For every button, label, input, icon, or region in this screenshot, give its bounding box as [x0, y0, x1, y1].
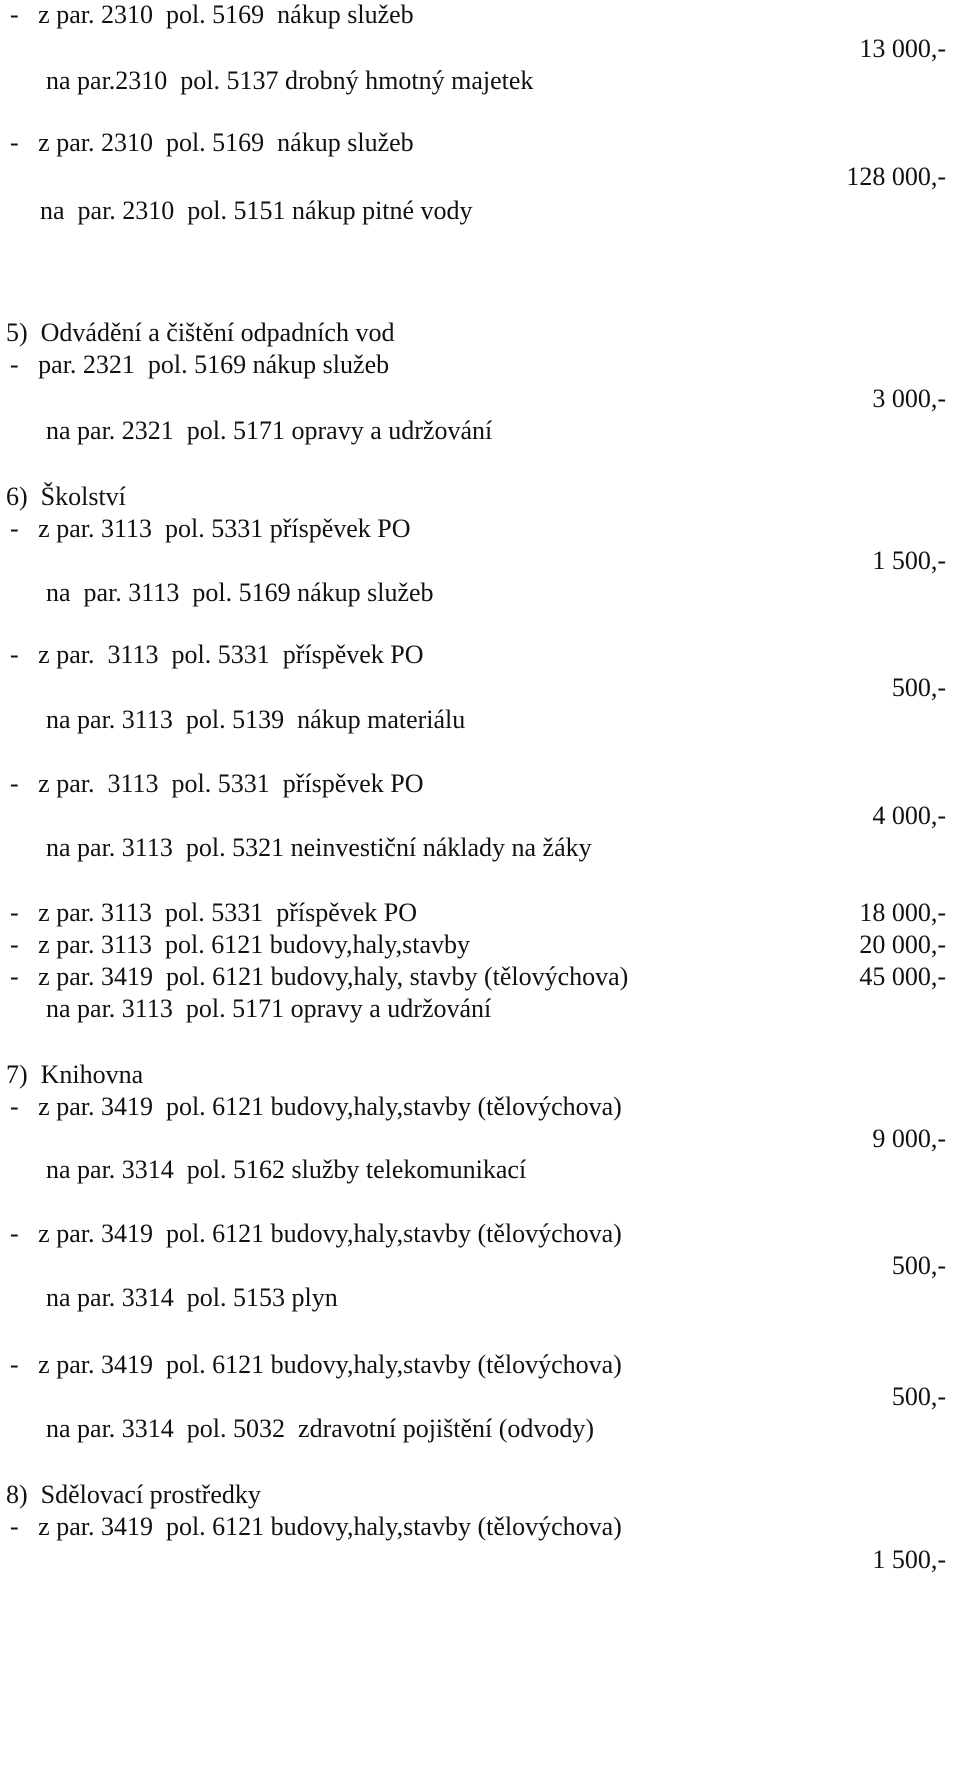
line-transfer-from-3113-5331-c: - z par. 3113 pol. 5331 příspěvek PO	[10, 769, 424, 798]
section-heading-education: 6) Školství	[6, 482, 126, 511]
line-transfer-to-3314-5162: na par. 3314 pol. 5162 služby telekomunikací	[46, 1155, 527, 1184]
line-transfer-from-3113-5331-b: - z par. 3113 pol. 5331 příspěvek PO	[10, 640, 424, 669]
amount-value: 13 000,-	[859, 34, 946, 63]
amount-value: 9 000,-	[872, 1124, 946, 1153]
amount-value: 500,-	[891, 673, 946, 702]
amount-value: 45 000,-	[859, 962, 946, 991]
line-transfer-from-2321-5169: - par. 2321 pol. 5169 nákup služeb	[10, 350, 390, 379]
line-transfer-from-3419-6121-d: - z par. 3419 pol. 6121 budovy,haly,stavby (tělovýchova)	[10, 1350, 622, 1379]
line-transfer-from-3419-6121-c: - z par. 3419 pol. 6121 budovy,haly,stavby (tělovýchova)	[10, 1219, 622, 1248]
line-transfer-to-3113-5171: na par. 3113 pol. 5171 opravy a udržování	[46, 994, 492, 1023]
line-transfer-to-3314-5153: na par. 3314 pol. 5153 plyn	[46, 1283, 338, 1312]
line-transfer-from-3419-6121-b: - z par. 3419 pol. 6121 budovy,haly,stavby (tělovýchova)	[10, 1092, 622, 1121]
line-transfer-to-3113-5139: na par. 3113 pol. 5139 nákup materiálu	[46, 705, 466, 734]
amount-value: 4 000,-	[872, 801, 946, 830]
line-transfer-to-3113-5321: na par. 3113 pol. 5321 neinvestiční náklady na žáky	[46, 833, 592, 862]
amount-value: 1 500,-	[872, 546, 946, 575]
amount-value: 500,-	[891, 1251, 946, 1280]
amount-value: 3 000,-	[872, 384, 946, 413]
line-transfer-to-2310-5151: na par. 2310 pol. 5151 nákup pitné vody	[40, 196, 473, 225]
amount-value: 1 500,-	[872, 1545, 946, 1574]
section-heading-library: 7) Knihovna	[6, 1060, 144, 1089]
line-transfer-from-3419-6121-a: - z par. 3419 pol. 6121 budovy,haly, stavby (tělovýchova)	[10, 962, 629, 991]
line-transfer-from-3419-6121-e: - z par. 3419 pol. 6121 budovy,haly,stavby (tělovýchova)	[10, 1512, 622, 1541]
line-transfer-from-3113-6121: - z par. 3113 pol. 6121 budovy,haly,stavby	[10, 930, 470, 959]
amount-value: 128 000,-	[846, 162, 946, 191]
section-heading-media: 8) Sdělovací prostředky	[6, 1480, 261, 1509]
amount-value: 500,-	[891, 1382, 946, 1411]
line-transfer-from-2310-5169-a: - z par. 2310 pol. 5169 nákup služeb	[10, 0, 414, 29]
line-transfer-from-2310-5169-b: - z par. 2310 pol. 5169 nákup služeb	[10, 128, 414, 157]
amount-value: 20 000,-	[859, 930, 946, 959]
line-transfer-to-2321-5171: na par. 2321 pol. 5171 opravy a udržování	[46, 416, 493, 445]
section-heading-waste-water: 5) Odvádění a čištění odpadních vod	[6, 318, 395, 347]
line-transfer-to-3314-5032: na par. 3314 pol. 5032 zdravotní pojištění (odvody)	[46, 1414, 595, 1443]
line-transfer-from-3113-5331-a: - z par. 3113 pol. 5331 příspěvek PO	[10, 514, 411, 543]
amount-value: 18 000,-	[859, 898, 946, 927]
line-transfer-to-3113-5169: na par. 3113 pol. 5169 nákup služeb	[46, 578, 434, 607]
line-transfer-to-2310-5137: na par.2310 pol. 5137 drobný hmotný majetek	[46, 66, 534, 95]
line-transfer-from-3113-5331-d: - z par. 3113 pol. 5331 příspěvek PO	[10, 898, 418, 927]
